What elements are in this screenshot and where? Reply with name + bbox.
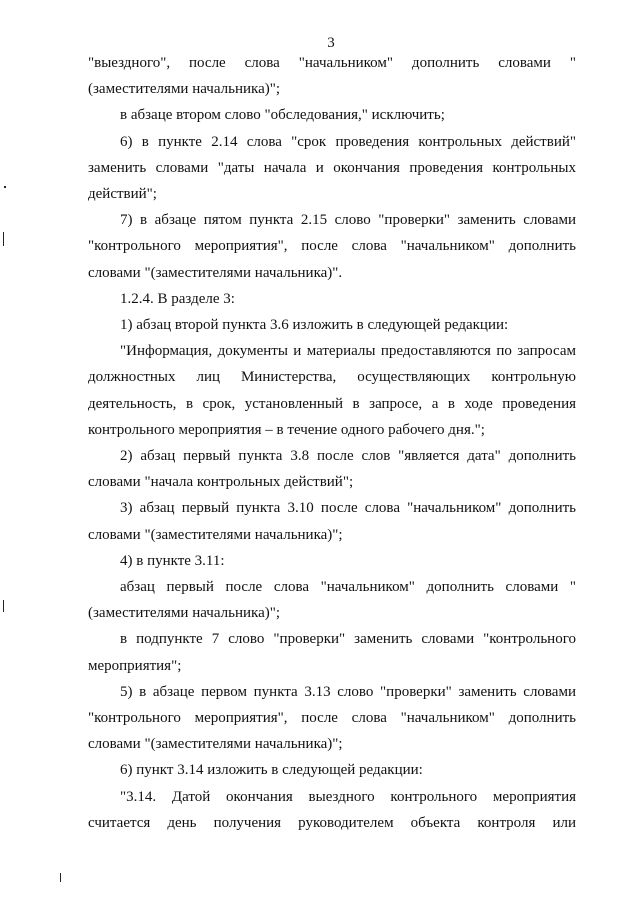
scan-mark xyxy=(4,186,6,188)
paragraph: "3.14. Датой окончания выездного контрольного мероприятия считается день получения руководителем объекта контроля или xyxy=(88,788,576,831)
document-body xyxy=(88,50,576,836)
paragraph: "выездного", после слова "начальником" дополнить словами "(заместителями начальника)"; xyxy=(88,55,576,98)
paragraph: в подпункте 7 слово "проверки" заменить словами "контрольного мероприятия"; xyxy=(88,631,576,674)
paragraph: 1) абзац второй пункта 3.6 изложить в следующей редакции: xyxy=(120,317,509,334)
paragraph: 7) в абзаце пятом пункта 2.15 слово "проверки" заменить словами "контрольного мероприятия", после слова "начальником" дополнить словами "(заместителями начальника)". xyxy=(88,212,576,281)
paragraph: 6) пункт 3.14 изложить в следующей редакции: xyxy=(120,762,423,779)
page-number: 3 xyxy=(327,35,335,51)
paragraph: в абзаце втором слово "обследования," исключить; xyxy=(120,107,445,124)
paragraph: 4) в пункте 3.11: xyxy=(120,552,225,569)
scan-mark xyxy=(3,600,4,612)
paragraph: 1.2.4. В разделе 3: xyxy=(120,290,235,307)
paragraph: 6) в пункте 2.14 слова "срок проведения контрольных действий" заменить словами "даты начала и окончания проведения контрольных действий"; xyxy=(88,133,576,203)
paragraph: 3) абзац первый пункта 3.10 после слова "начальником" дополнить словами "(заместителями начальника)"; xyxy=(88,500,576,543)
paragraph: абзац первый после слова "начальником" дополнить словами "(заместителями начальника)"; xyxy=(88,579,576,622)
paragraph: 5) в абзаце первом пункта 3.13 слово "проверки" заменить словами "контрольного мероприятия", после слова "начальником" дополнить словами "(заместителями начальника)"; xyxy=(88,683,576,753)
paragraph: 2) абзац первый пункта 3.8 после слов "является дата" дополнить словами "начала контрольных действий"; xyxy=(88,448,576,491)
paragraph: "Информация, документы и материалы предоставляются по запросам должностных лиц Министерства, осуществляющих контрольную деятельность, в срок, установленный в запросе, а в ходе проведения контрольного мероприятия – в течение одного рабочего дня."; xyxy=(88,343,576,438)
scan-mark xyxy=(3,232,4,246)
scan-mark xyxy=(60,873,61,882)
